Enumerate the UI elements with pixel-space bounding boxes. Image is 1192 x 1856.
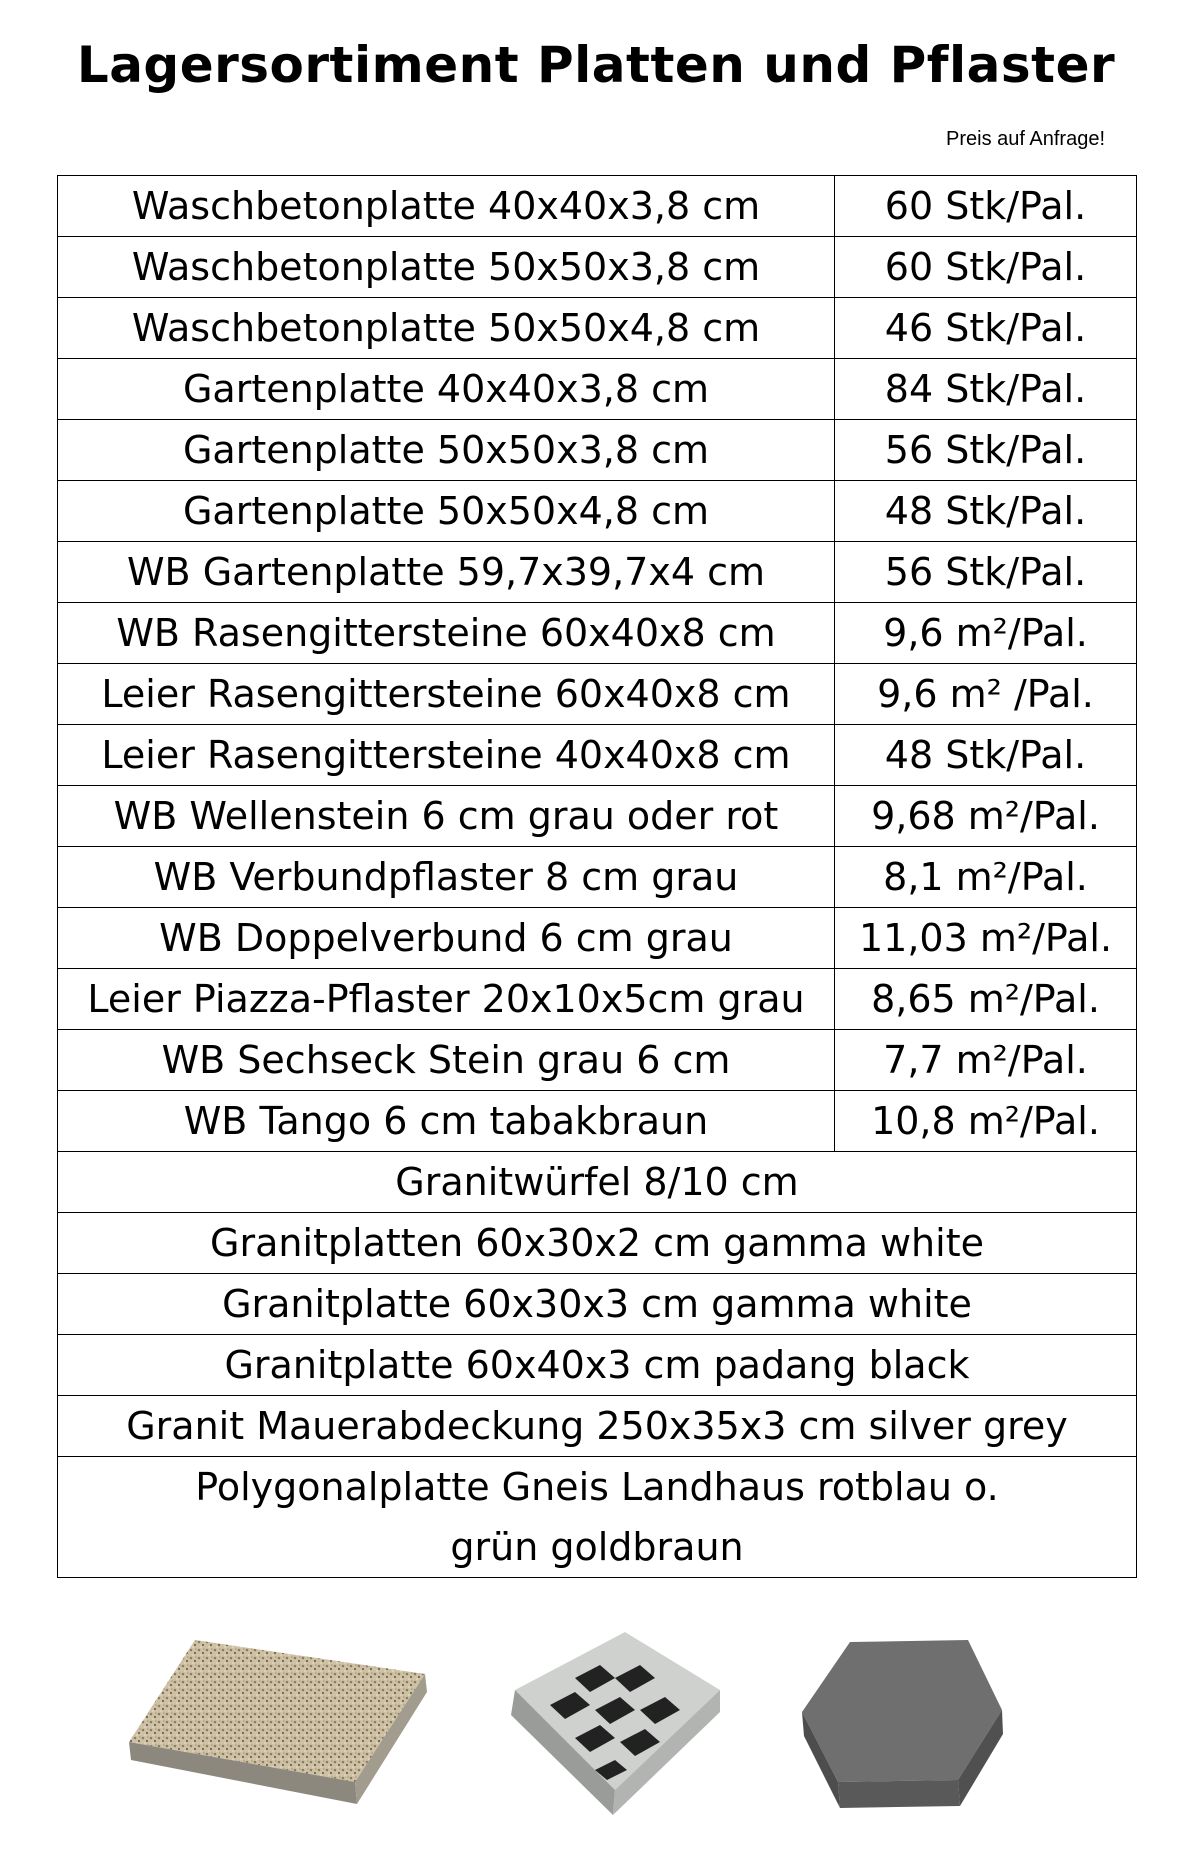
table-row [58,1152,1137,1213]
product-name: Waschbetonplatte 40x40x3,8 cm [58,176,835,237]
page-title: Lagersortiment Platten und Pflaster [76,36,1116,94]
product-name: Waschbetonplatte 50x50x3,8 cm [58,237,835,298]
product-quantity: 11,03 m²/Pal. [835,908,1137,969]
product-quantity: 10,8 m²/Pal. [835,1091,1137,1152]
product-name: WB Tango 6 cm tabakbraun [58,1091,835,1152]
product-name: Leier Piazza-Pflaster 20x10x5cm grau [58,969,835,1030]
product-images [0,1610,1192,1830]
table-row [58,603,1137,664]
product-name: Granitplatte 60x40x3 cm padang black [58,1335,1137,1396]
product-quantity: 56 Stk/Pal. [835,420,1137,481]
product-name: WB Verbundpflaster 8 cm grau [58,847,835,908]
product-name: Granitplatten 60x30x2 cm gamma white [58,1213,1137,1274]
table-row [58,1030,1137,1091]
product-name: WB Gartenplatte 59,7x39,7x4 cm [58,542,835,603]
product-name: Granitplatte 60x30x3 cm gamma white [58,1274,1137,1335]
table-row [58,420,1137,481]
product-quantity: 48 Stk/Pal. [835,481,1137,542]
product-name: WB Sechseck Stein grau 6 cm [58,1030,835,1091]
product-quantity: 7,7 m²/Pal. [835,1030,1137,1091]
hexagon-stone-image [790,1630,1010,1825]
product-quantity: 60 Stk/Pal. [835,237,1137,298]
product-name: Gartenplatte 40x40x3,8 cm [58,359,835,420]
product-name: Leier Rasengittersteine 40x40x8 cm [58,725,835,786]
product-name: Granit Mauerabdeckung 250x35x3 cm silver grey [58,1396,1137,1457]
product-quantity: 9,68 m²/Pal. [835,786,1137,847]
table-row [58,359,1137,420]
product-quantity: 56 Stk/Pal. [835,542,1137,603]
table-row [58,481,1137,542]
product-name: Gartenplatte 50x50x3,8 cm [58,420,835,481]
product-name: Granitwürfel 8/10 cm [58,1152,1137,1213]
product-name: WB Rasengittersteine 60x40x8 cm [58,603,835,664]
product-quantity: 9,6 m² /Pal. [835,664,1137,725]
product-quantity: 8,65 m²/Pal. [835,969,1137,1030]
table-row [58,1457,1137,1578]
product-quantity: 9,6 m²/Pal. [835,603,1137,664]
table-row [58,847,1137,908]
table-row [58,1213,1137,1274]
table-row [58,1396,1137,1457]
table-row [58,298,1137,359]
product-quantity: 8,1 m²/Pal. [835,847,1137,908]
product-name: WB Wellenstein 6 cm grau oder rot [58,786,835,847]
table-row [58,1274,1137,1335]
table-row [58,664,1137,725]
table-row [58,1335,1137,1396]
product-quantity: 60 Stk/Pal. [835,176,1137,237]
product-name: Gartenplatte 50x50x4,8 cm [58,481,835,542]
table-row [58,176,1137,237]
table-row [58,725,1137,786]
product-name: Waschbetonplatte 50x50x4,8 cm [58,298,835,359]
product-name: WB Doppelverbund 6 cm grau [58,908,835,969]
table-row [58,542,1137,603]
table-row [58,1091,1137,1152]
grass-paver-image [475,1620,725,1820]
price-note: Preis auf Anfrage! [946,128,1105,150]
product-quantity: 46 Stk/Pal. [835,298,1137,359]
washed-concrete-slab-image [125,1632,430,1817]
table-row [58,969,1137,1030]
table-row [58,237,1137,298]
product-table [57,175,1137,1578]
table-row [58,786,1137,847]
product-quantity: 48 Stk/Pal. [835,725,1137,786]
product-quantity: 84 Stk/Pal. [835,359,1137,420]
table-row [58,908,1137,969]
product-name: Leier Rasengittersteine 60x40x8 cm [58,664,835,725]
product-name: Polygonalplatte Gneis Landhaus rotblau o. grün goldbraun [58,1457,1137,1578]
